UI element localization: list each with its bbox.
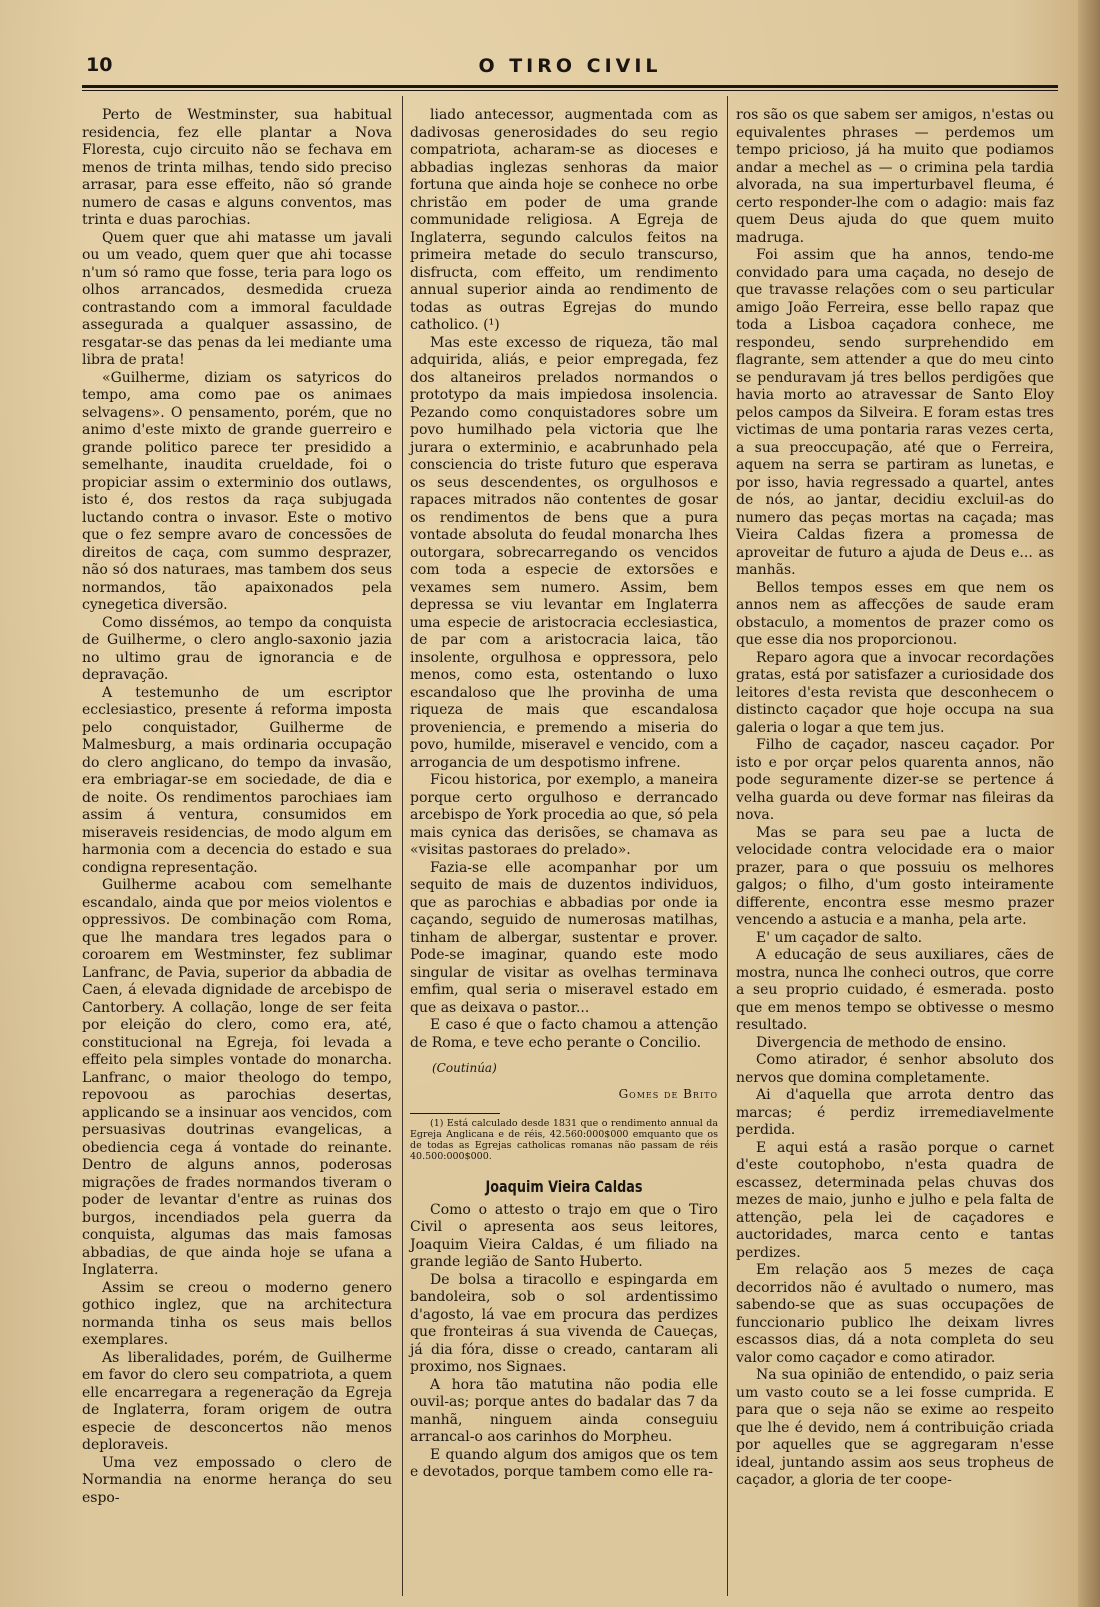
author-signature: Gomes de Brito (618, 1086, 718, 1101)
paragraph: Mas este excesso de riqueza, tão mal adquirida, aliás, e peior empregada, fez dos altaneiros prelados normandos o prototypo da mais impiedosa insolencia. Pezando como conquistadores sobre um povo humilhado pela victoria que lhe jurara o exterminio, e acabrunhado pela consciencia do triste futuro que esperava os seus descendentes, os orgulhosos e rapaces mitrados não contentes de gosar os rendimentos de bens que a pura vontade absoluta do feudal monarcha lhes outorgara, sobrecarregando os vencidos com toda a especie de extorsões e vexames sem numero. Assim, bem depressa se viu levantar em Inglaterra uma especie de aristocracia ecclesiastica, de par com a aristocracia laica, tão insolente, orgulhosa e oppressora, pelo menos, como esta, ostentando o luxo escandaloso que lhe provinha de uma riqueza de mais que escandalosa proveniencia, e premendo a miseria do povo, humilde, miseravel e vencido, com a arrogancia de um despotismo infrene. (410, 334, 718, 771)
paragraph: E' um caçador de salto. (756, 929, 923, 946)
paragraph: Perto de Westminster, sua habitual residencia, fez elle plantar a Nova Floresta, cujo circuito não se fechava em menos de trinta milhas, tendo sido preciso arrasar, para esse effeito, não só grande numero de casas e alguns conventos, mas trinta e duas parochias. (82, 107, 392, 228)
paragraph: Filho de caçador, nasceu caçador. Por isto e por orçar pelos quarenta annos, não pode seguramente dizer-se se pertence á velha guarda ou deve formar nas fileiras da nova. (736, 737, 1054, 823)
footnote-rule (410, 1113, 500, 1114)
paragraph: Como o attesto o trajo em que o Tiro Civil o apresenta aos seus leitores, Joaquim Vieira Caldas, é um filiado na grande legião de Santo Huberto. (410, 1201, 718, 1270)
column-2 (410, 107, 718, 1482)
paragraph: Como atirador, é senhor absoluto dos nervos que domina completamente. (736, 1052, 1054, 1086)
paragraph: A hora tão matutina não podia elle ouvil-as; porque antes do badalar das 7 da manhã, ninguem ainda conseguiu arrancal-o aos carinhos do Morpheu. (410, 1376, 718, 1445)
page-header (82, 54, 1058, 84)
footnote: (1) Está calculado desde 1831 que o rendimento annual da Egreja Anglicana e de réis, 42.560:000$000 emquanto que os de todas as Egrejas catholicas romanas não passam de réis 40.500:000$000. (410, 1118, 718, 1162)
column-3 (736, 107, 1054, 1490)
paragraph: De bolsa a tiracollo e espingarda em bandoleira, sob o sol ardentissimo d'agosto, lá vae em procura das perdizes que fronteiras á sua vivenda de Caueças, já dia fóra, disse o creado, cantaram ali proximo, nos Signaes. (410, 1271, 718, 1375)
column-divider-2 (727, 96, 728, 1596)
paragraph: Mas se para seu pae a lucta de velocidade contra velocidade era o maior prazer, para o que possuiu os melhores galgos; o filho, d'um gosto inteiramente differente, encontra esse mesmo prazer vencendo a astucia e a manha, pela arte. (736, 824, 1054, 928)
paragraph: Na sua opinião de entendido, o paiz seria um vasto couto se a lei fosse cumprida. E para que o seja não se exime ao respeito que lhe é devido, nem á contribuição criada por aquelles que se aggregaram n'esse ideal, juntando assim aos seus tropheus de caçador, a gloria de ter coope- (736, 1367, 1054, 1488)
paragraph: Uma vez empossado o clero de Normandia na enorme herança do seu espo- (82, 1454, 392, 1506)
paragraph: Foi assim que ha annos, tendo-me convidado para uma caçada, no desejo de que travasse relações com o seu particular amigo João Ferreira, esse bello rapaz que toda a Lisboa caçadora conhece, me respondeu, sendo surprehendido em flagrante, sem attender a que do meu cinto se penduravam já tres bellos perdigões que havia morto ao atravessar de Santo Eloy pelos campos da Silveira. E foram estas tres victimas de uma pontaria raras vezes certa, a sua preoccupação, até que o Ferreira, aquem na serra se partiram as lunetas, e por isso, havia regressado a quartel, antes de nós, ao jantar, decidiu excluil-as do numero das peças mortas na caçada; mas Vieira Caldas fizera a promessa de aproveitar de futuro a ajuda de Deus e... as manhãs. (736, 247, 1054, 578)
paragraph: E quando algum dos amigos que os tem e devotados, porque tambem como elle ra- (410, 1446, 718, 1480)
paragraph: A testemunho de um escriptor ecclesiastico, presente á reforma imposta pelo conquistador, Guilherme de Malmesburg, a mais ordinaria occupação do clero anglicano, do tempo da invasão, era embriagar-se em sociedade, de dia e de noite. Os rendimentos parochiaes iam assim á ventura, consumidos em miseraveis residencias, de modo algum em harmonia com a decencia do estado e sua condigna representação. (82, 684, 392, 876)
paragraph: A educação de seus auxiliares, cães de mostra, nunca lhe conheci outros, que corre a seu proprio cuidado, é esmerada. posto que em menos tempo se obtivesse o mesmo resultado. (736, 947, 1054, 1033)
paragraph: Assim se creou o moderno genero gothico inglez, que na architectura normanda tinha os seus mais bellos exemplares. (82, 1279, 392, 1348)
header-rule-thin (82, 90, 1058, 91)
column-1 (82, 107, 392, 1507)
section-title: Joaquim Vieira Caldas (485, 1177, 643, 1196)
paragraph: Quem quer que ahi matasse um javali ou um veado, quem quer que ahi tocasse n'um só ramo que fosse, teria para logo os olhos arrancados, desmedida crueza contrastando com a immoral faculdade assegurada a qualquer assassino, de resgatar-se das penas da lei mediante uma libra de prata! (82, 229, 392, 368)
page-edge-shadow (1078, 0, 1100, 1607)
page-number: 10 (86, 54, 113, 76)
paragraph: Ficou historica, por exemplo, a maneira porque certo orgulhoso e derrancado arcebispo de York procedia ao que, só pela mais cynica das derisões, se chamava as «visitas pastoraes do prelado». (410, 772, 718, 858)
header-rule-thick (82, 85, 1058, 88)
paragraph: Reparo agora que a invocar recordações gratas, está por satisfazer a curiosidade dos leitores d'esta revista que desconhecem o distincto caçador que hoje occupa na sua galeria o logar a que tem jus. (736, 649, 1054, 736)
continuation-note: (Coutinúa) (432, 1061, 497, 1075)
paragraph: Em relação aos 5 mezes de caça decorridos não é avultado o numero, mas sabendo-se que as suas occupações de funccionario publico lhe deixam livres escassos dias, dá a nota completa do seu valor como caçador e como atirador. (736, 1262, 1054, 1366)
column-divider-1 (402, 96, 403, 1596)
journal-title: O TIRO CIVIL (478, 55, 662, 77)
paragraph: Fazia-se elle acompanhar por um sequito de mais de duzentos individuos, que as parochias e abbadias por onde ia caçando, seguido de numerosas matilhas, tinham de albergar, sustentar e prover. Pode-se imaginar, quando este modo singular de visitar as ovelhas terminava emfim, qual seria o miseravel estado em que as deixava o pastor... (410, 859, 718, 1016)
paragraph: Como dissémos, ao tempo da conquista de Guilherme, o clero anglo-saxonio jazia no ultimo grau de ignorancia e de depravação. (82, 614, 392, 683)
paragraph: Divergencia de methodo de ensino. (756, 1034, 1007, 1051)
paragraph: ros são os que sabem ser amigos, n'estas ou equivalentes phrases — perdemos um tempo pricioso, já ha muito que podiamos andar a mechel as — o crimina pela tardia alvorada, na sua imperturbavel fleuma, é certo responder-lhe com o adagio: mais faz quem Deus ajuda do que quem muito madruga. (736, 107, 1054, 246)
paragraph: E aqui está a rasão porque o carnet d'este coutophobo, n'esta quadra de escassez, determinada pelas chuvas dos mezes de maio, junho e julho e pela falta de attenção, pela lei de caçadores e auctoridades, marca cento e tantas perdizes. (736, 1139, 1054, 1261)
paragraph: Ai d'aquella que arrota dentro das marcas; é perdiz irremediavelmente perdida. (736, 1087, 1054, 1138)
paragraph: «Guilherme, diziam os satyricos do tempo, ama como pae os animaes selvagens». O pensamento, porém, que no animo d'este mixto de grande guerreiro e grande politico parece ter presidido a semelhante, inaudita crueldade, foi o propiciar assim o exterminio dos outlaws, isto é, dos restos da raça subjugada luctando contra o invasor. Este o motivo que o fez sempre avaro de concessões de direitos de caça, com summo desprazer, não só dos naturaes, mas tambem dos seus normandos, tão apaixonados pela cynegetica diversão. (82, 369, 392, 613)
paragraph: E caso é que o facto chamou a attenção de Roma, e teve echo perante o Concilio. (410, 1017, 718, 1051)
paragraph: As liberalidades, porém, de Guilherme em favor do clero seu compatriota, a quem elle encarregara a regeneração da Egreja de Inglaterra, foram origem de outra especie de desconcertos não menos deploraveis. (82, 1349, 392, 1453)
paragraph: liado antecessor, augmentada com as dadivosas generosidades do seu regio compatriota, acharam-se as dioceses e abbadias inglezas senhoras da maior fortuna que ainda hoje se conhece no orbe christão em poder de uma grande communidade religiosa. A Egreja de Inglaterra, segundo calculos feitos na primeira metade do seculo transcurso, disfructa, com effeito, um rendimento annual superior ainda ao rendimento de todas as outras Egrejas do mundo catholico. (¹) (410, 107, 718, 333)
paragraph: Bellos tempos esses em que nem os annos nem as affecções de saude eram obstaculo, a momentos de prazer como os que esse dia nos proporcionou. (736, 579, 1054, 648)
paragraph: Guilherme acabou com semelhante escandalo, ainda que por meios violentos e oppressivos. De combinação com Roma, que lhe mandara tres legados para o coroarem em Westminster, fez sublimar Lanfranc, de Pavia, superior da abbadia de Caen, á elevada dignidade de arcebispo de Cantorbery. A collação, longe de ser feita por eleição do clero, como era, até, constitucional na Egreja, foi levada a effeito pela simples vontade do monarcha. Lanfranc, o maior theologo do tempo, repovoou as parochias desertas, applicando se a insinuar aos vencidos, com persuasivas doutrinas evangelicas, a obediencia cega á vontade do reinante. Dentro de alguns annos, poderosas migrações de frades normandos tiveram o poder de levantar d'entre as ruinas dos burgos, incendiados pela guerra da conquista, algumas das mais famosas abbadias, de que ainda hoje se ufana a Inglaterra. (82, 877, 392, 1278)
